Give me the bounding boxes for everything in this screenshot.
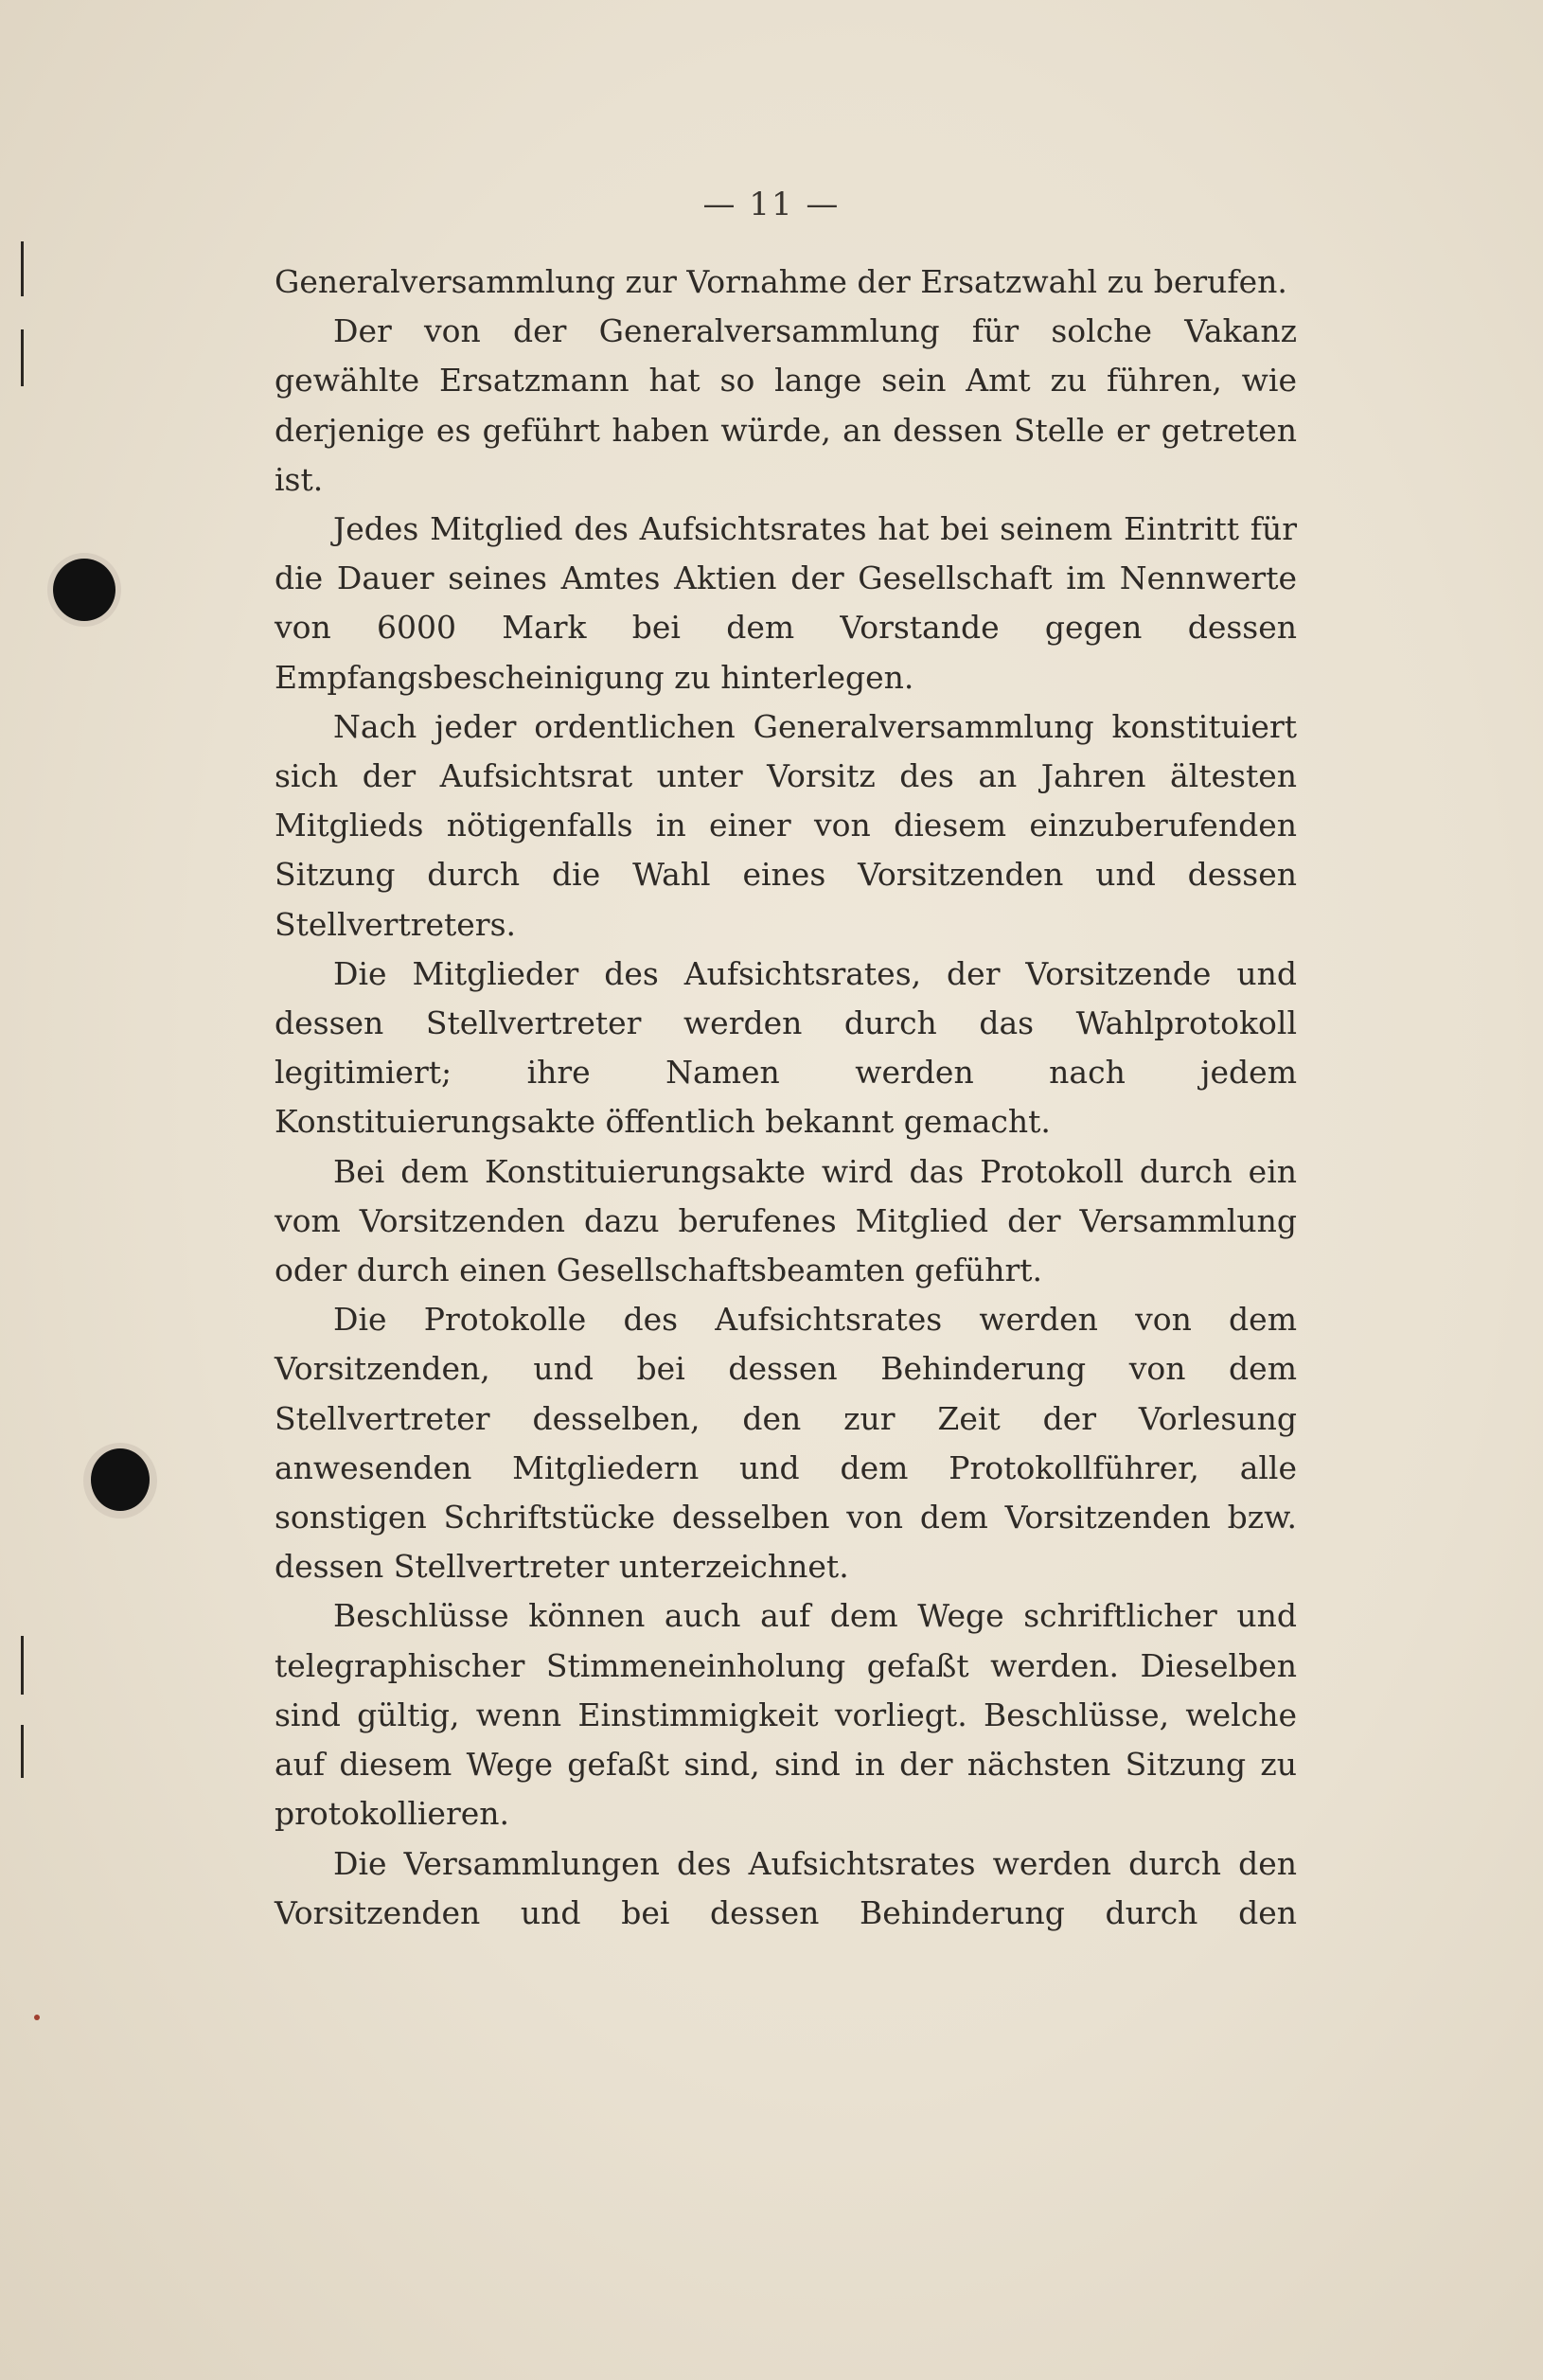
- punch-hole-bottom: [91, 1448, 150, 1511]
- paragraph: Der von der Generalversammlung für solche Vakanz gewählte Ersatzmann hat so lange sein Amt zu führen, wie derjenige es geführt haben würde, an dessen Stelle er getreten ist.: [275, 312, 1297, 498]
- binding-mark: [21, 329, 24, 386]
- paragraph: Nach jeder ordentlichen Generalversammlung konstituiert sich der Aufsichtsrat unter Vorsitz des an Jahren ältesten Mitglieds nötigenfalls in einer von diesem einzuberufenden Sitzung durch die Wahl eines Vorsitzenden und dessen Stellvertreters.: [275, 707, 1297, 943]
- page-number: — 11 —: [702, 186, 841, 223]
- binding-mark: [21, 1725, 24, 1778]
- binding-mark: [21, 1636, 24, 1695]
- binding-mark: [21, 241, 24, 296]
- ink-speck: [34, 2015, 40, 2020]
- body-text: [275, 258, 1297, 1938]
- paragraph: Jedes Mitglied des Aufsichtsrates hat bei seinem Eintritt für die Dauer seines Amtes Aktien der Gesellschaft im Nennwerte von 6000 Mark bei dem Vorstande gegen dessen Empfangsbescheinigung zu hinterlegen.: [275, 510, 1297, 696]
- punch-hole-top: [53, 559, 115, 621]
- paragraph: Bei dem Konstituierungsakte wird das Protokoll durch ein vom Vorsitzenden dazu berufenes Mitglied der Versammlung oder durch einen Gesellschaftsbeamten geführt.: [275, 1152, 1297, 1289]
- paragraph: Generalversammlung zur Vornahme der Ersatzwahl zu berufen.: [275, 263, 1287, 300]
- paragraph: Die Protokolle des Aufsichtsrates werden von dem Vorsitzenden, und bei dessen Behinderung von dem Stellvertreter desselben, den zur Zeit der Vorlesung anwesenden Mitgliedern und dem Protokollführer, alle sonstigen Schriftstücke desselben von dem Vorsitzenden bzw. dessen Stellvertreter unterzeichnet.: [275, 1301, 1297, 1586]
- paragraph: Die Versammlungen des Aufsichtsrates werden durch den Vorsitzenden und bei dessen Behinderung durch den: [275, 1844, 1297, 1931]
- paragraph: Die Mitglieder des Aufsichtsrates, der Vorsitzende und dessen Stellvertreter werden durch das Wahlprotokoll legitimiert; ihre Namen werden nach jedem Konstituierungsakte öffentlich bekannt gemacht.: [275, 954, 1297, 1141]
- paragraph: Beschlüsse können auch auf dem Wege schriftlicher und telegraphischer Stimmeneinholung gefaßt werden. Dieselben sind gültig, wenn Einstimmigkeit vorliegt. Beschlüsse, welche auf diesem Wege gefaßt sind, sind in der nächsten Sitzung zu protokollieren.: [275, 1597, 1297, 1833]
